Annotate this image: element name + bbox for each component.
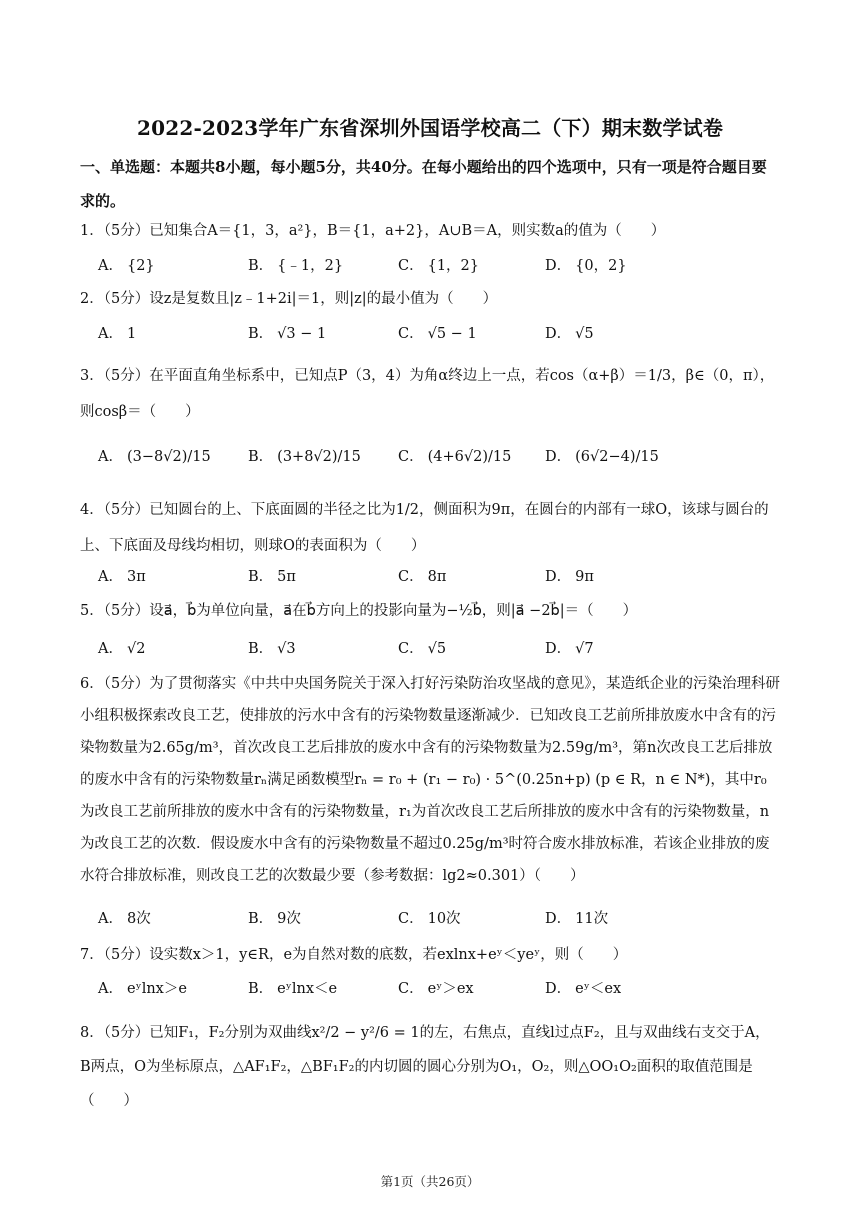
question-6 xyxy=(80,668,780,892)
option-b: B． (3+8√2)/15 xyxy=(248,449,361,465)
option-d: D． eʸ＜ex xyxy=(545,981,622,997)
option-c: C． 8π xyxy=(398,569,447,585)
options-row-5 xyxy=(98,632,778,666)
section-header: 一、单选题：本题共8小题，每小题5分，共40分。在每小题给出的四个选项中，只有一项是符合题目要求的。 xyxy=(80,158,767,210)
option-d: D． 11次 xyxy=(545,911,609,927)
options-row-1 xyxy=(98,249,778,283)
question-stem: 2．（5分）设z是复数且|z﹣1+2i|＝1，则|z|的最小值为（ ） xyxy=(80,291,498,307)
question-stem: 8．（5分）已知F₁，F₂分别为双曲线x²/2 − y²/6 = 1的左，右焦点，直线l过点F₂，且与双曲线右支交于A，B两点，O为坐标原点，△AF₁F₂，△BF₁F₂的内切圆的圆心分别为O₁，O₂，则△OO₁O₂面积的取值范围是（ ） xyxy=(80,1025,770,1109)
option-a: A． 3π xyxy=(98,569,146,585)
question-3 xyxy=(80,358,780,430)
question-stem: 1．（5分）已知集合A＝{1，3，a²}，B＝{1，a+2}，A∪B＝A，则实数a的值为（ ） xyxy=(80,223,666,239)
options-row-7 xyxy=(98,972,778,1006)
options-row-2 xyxy=(98,317,778,351)
options-row-6 xyxy=(98,902,778,936)
exam-title: 2022-2023学年广东省深圳外国语学校高二（下）期末数学试卷 xyxy=(136,116,724,140)
question-stem: 7．（5分）设实数x＞1，y∈R，e为自然对数的底数，若exlnx+eʸ＜yeʸ，则（ ） xyxy=(80,947,628,963)
option-a: A． eʸlnx＞e xyxy=(98,981,187,997)
question-4 xyxy=(80,492,780,564)
question-stem: 3．（5分）在平面直角坐标系中，已知点P（3，4）为角α终边上一点，若cos（α+β）＝1/3，β∈（0，π），则cosβ＝（ ） xyxy=(80,368,775,420)
page-footer: 第1页（共26页） xyxy=(380,1174,480,1189)
question-2 xyxy=(80,282,780,316)
option-d: D． 9π xyxy=(545,569,594,585)
option-b: B． √3 − 1 xyxy=(248,326,327,342)
question-5 xyxy=(80,594,780,628)
option-b: B． eʸlnx＜e xyxy=(248,981,338,997)
options-row-3 xyxy=(98,440,778,480)
question-stem: 5．（5分）设a⃗，b⃗为单位向量，a⃗在b⃗方向上的投影向量为−½b⃗，则|a⃗ −2b⃗|＝（ ） xyxy=(80,603,638,619)
option-d: D． √5 xyxy=(545,326,594,342)
question-stem: 4．（5分）已知圆台的上、下底面圆的半径之比为1/2，侧面积为9π，在圆台的内部有一球O，该球与圆台的上、下底面及母线均相切，则球O的表面积为（ ） xyxy=(80,502,769,554)
option-c: C． 10次 xyxy=(398,911,461,927)
option-d: D． √7 xyxy=(545,641,594,657)
option-d: D． {0，2} xyxy=(545,258,627,274)
question-7 xyxy=(80,938,780,972)
option-a: A． {2} xyxy=(98,258,155,274)
option-c: C． √5 − 1 xyxy=(398,326,477,342)
options-row-4 xyxy=(98,560,778,594)
option-c: C． {1，2} xyxy=(398,258,480,274)
option-d: D． (6√2−4)/15 xyxy=(545,449,659,465)
question-1 xyxy=(80,214,780,248)
option-c: C． √5 xyxy=(398,641,447,657)
option-a: A． √2 xyxy=(98,641,146,657)
option-b: B． 5π xyxy=(248,569,296,585)
option-b: B． {﹣1，2} xyxy=(248,258,344,274)
option-a: A． 8次 xyxy=(98,911,151,927)
option-b: B． 9次 xyxy=(248,911,301,927)
question-8 xyxy=(80,1016,780,1118)
option-c: C． (4+6√2)/15 xyxy=(398,449,512,465)
question-stem: 6．（5分）为了贯彻落实《中共中央国务院关于深入打好污染防治攻坚战的意见》，某造纸企业的污染治理科研小组积极探索改良工艺，使排放的污水中含有的污染物数量逐渐减少．已知改良工艺前所排放废水中含有的污染物数量为2.65g/m³，首次改良工艺后排放的废水中含有的污染物数量为2.59g/m³，第n次改良工艺后排放的废水中含有的污染物数量rₙ满足函数模型rₙ = r₀ + (r₁ − r₀) · 5^(0.25n+p) (p ∈ R，n ∈ N*)，其中r₀为改良工艺前所排放的废水中含有的污染物数量，r₁为首次改良工艺后所排放的废水中含有的污染物数量，n为改良工艺的次数．假设废水中含有的污染物数量不超过0.25g/m³时符合废水排放标准，若该企业排放的废水符合排放标准，则改良工艺的次数最少要（参考数据：lg2≈0.301）（ ） xyxy=(80,676,780,884)
option-a: A． 1 xyxy=(98,326,137,342)
option-c: C． eʸ＞ex xyxy=(398,981,474,997)
option-b: B． √3 xyxy=(248,641,296,657)
option-a: A． (3−8√2)/15 xyxy=(98,449,211,465)
